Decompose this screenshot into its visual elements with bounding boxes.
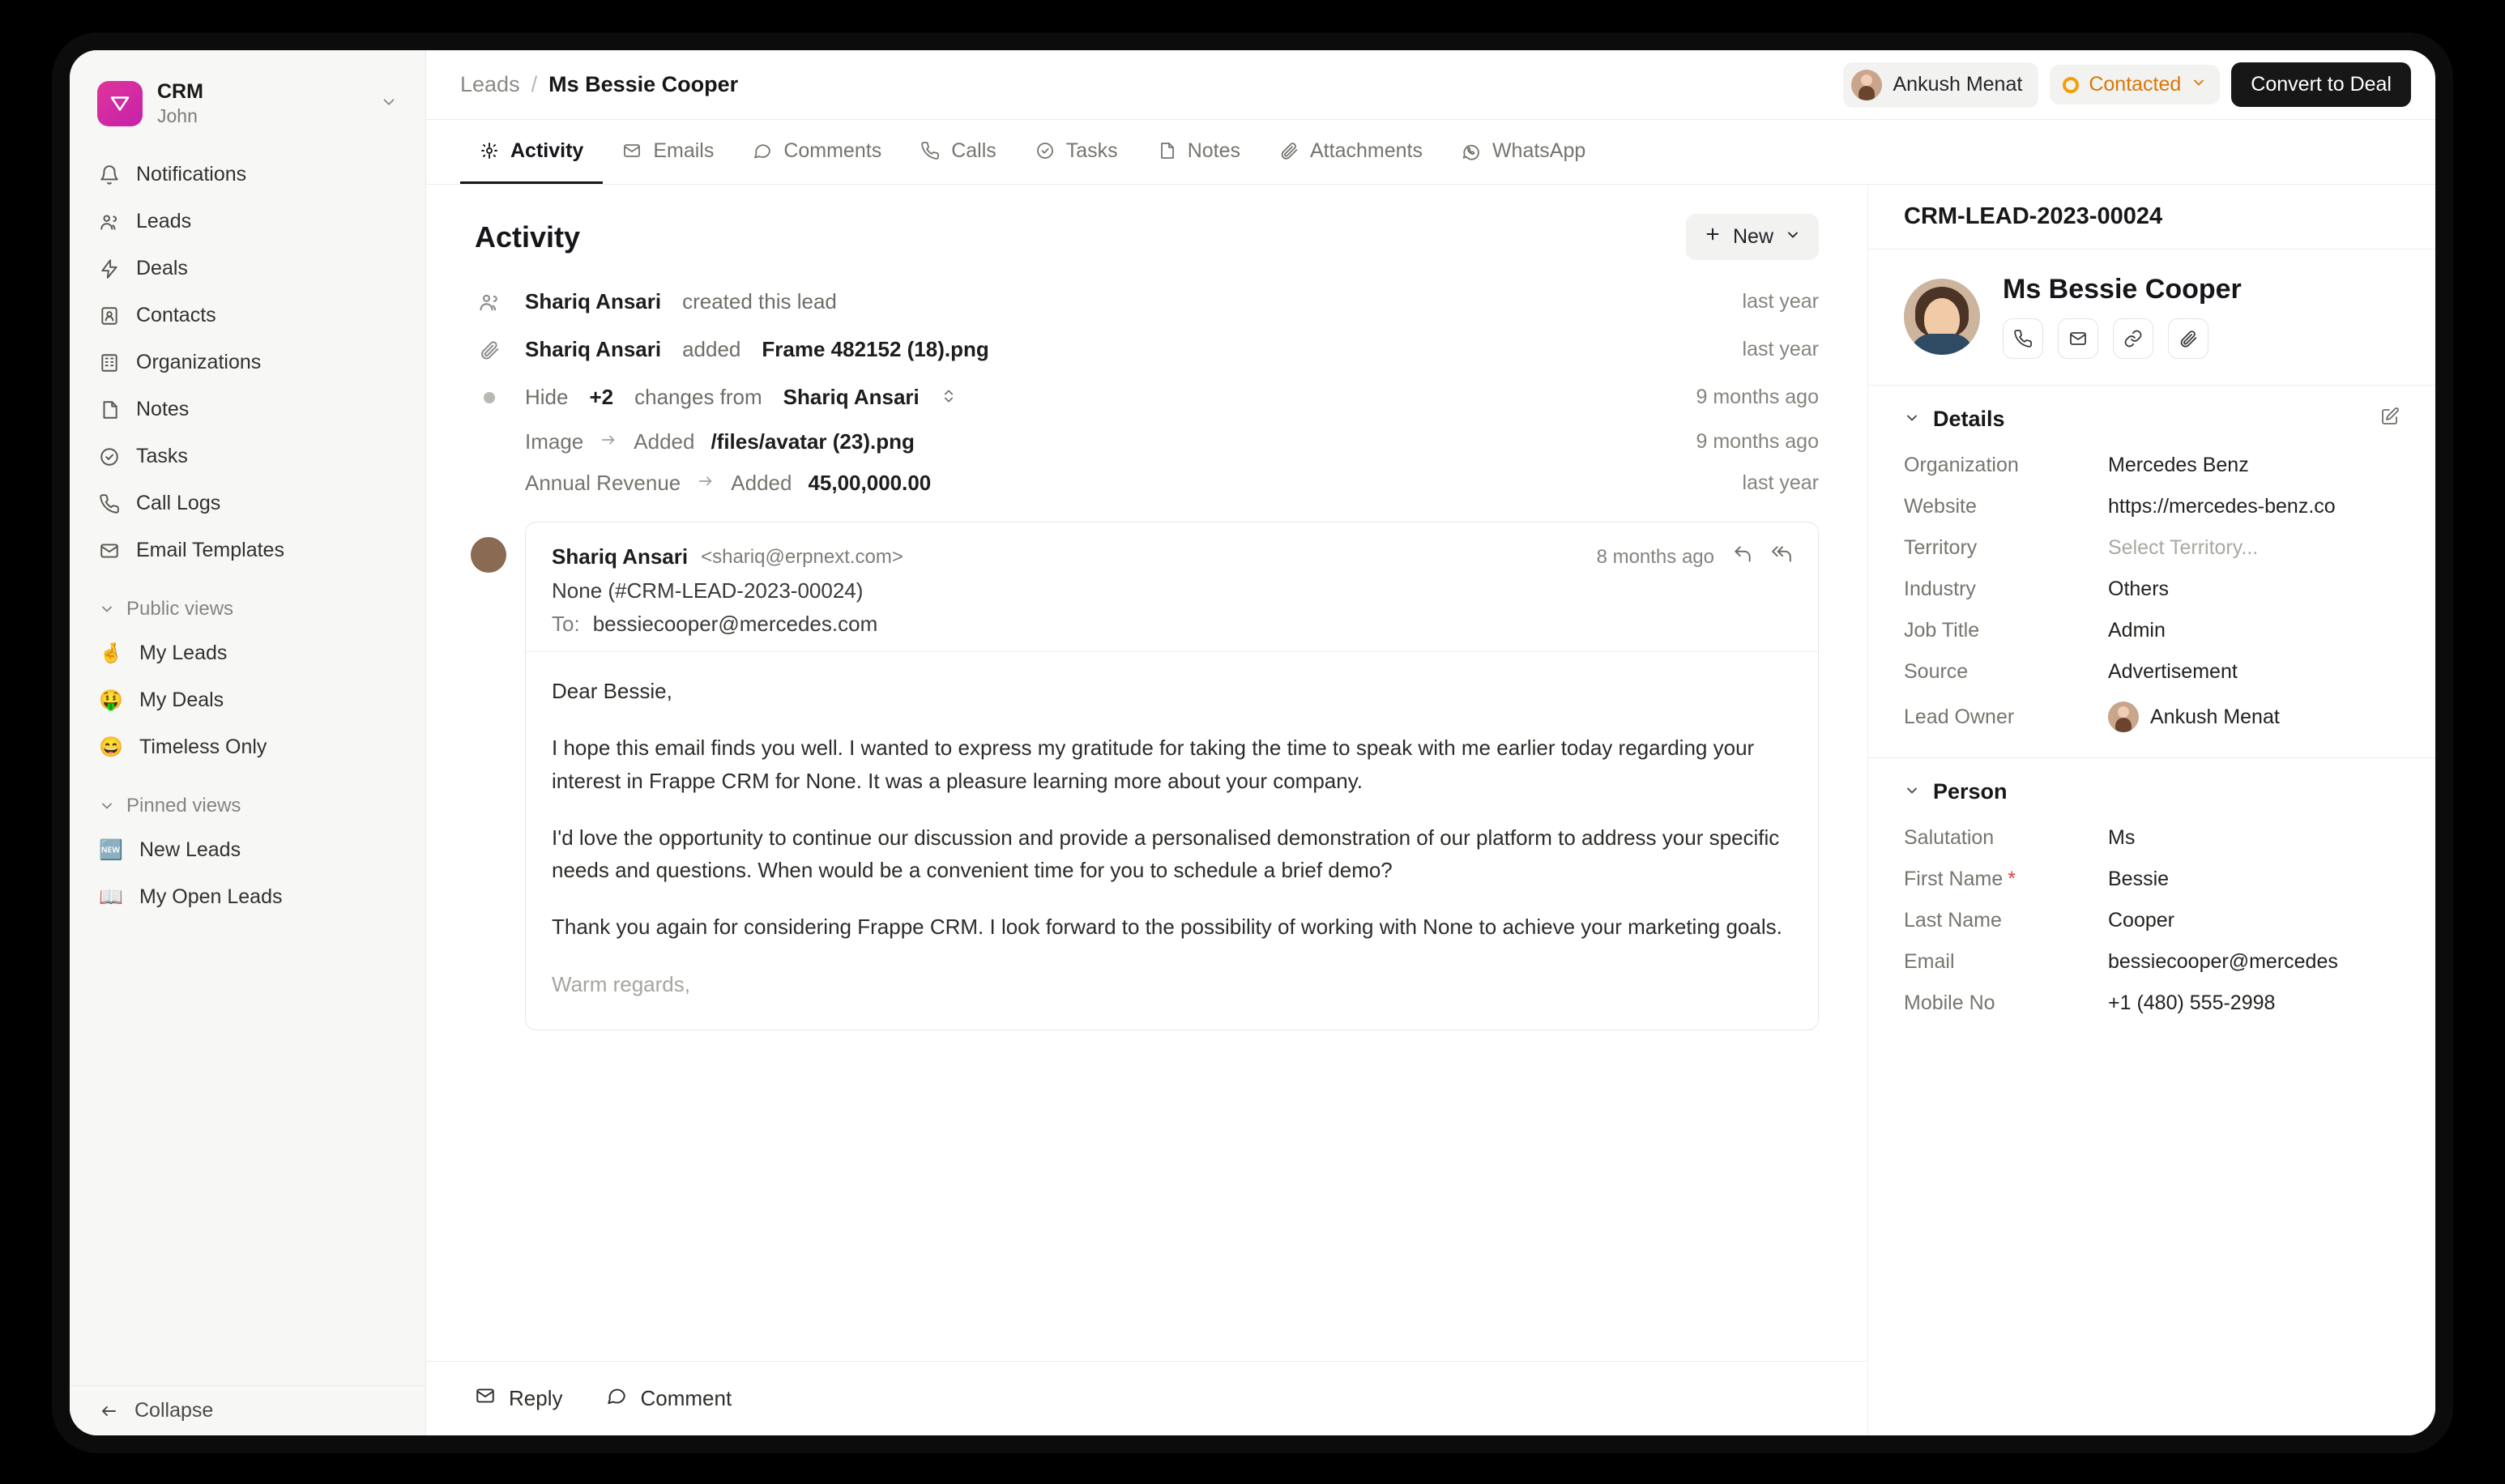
field-salutation[interactable] <box>1868 817 2435 859</box>
activity-time: last year <box>1742 471 1819 494</box>
email-paragraph: I'd love the opportunity to continue our discussion and provide a personalised demonstration of our platform to address your specific needs and questions. When would be a convenient time for you to schedule a brief demo? <box>552 825 1780 883</box>
book-emoji-icon: 📖 <box>99 886 123 908</box>
tab-activity[interactable] <box>460 120 603 184</box>
activity-item <box>475 278 1819 326</box>
activity-time: 9 months ago <box>1696 430 1819 453</box>
tab-whatsapp[interactable] <box>1442 120 1605 184</box>
sidebar-nav <box>70 152 425 922</box>
sidebar-item-my-leads[interactable] <box>87 631 408 676</box>
field-last-name[interactable] <box>1868 900 2435 941</box>
dot-icon <box>475 392 504 403</box>
activity-actor: Shariq Ansari <box>525 289 662 313</box>
field-label: Mobile No <box>1904 991 1995 1014</box>
comment-button[interactable] <box>606 1385 732 1412</box>
field-value: Advertisement <box>2108 660 2238 683</box>
sidebar-item-call-logs[interactable] <box>87 481 408 526</box>
attachment-icon[interactable] <box>2168 318 2208 359</box>
field-lead-owner[interactable] <box>1868 693 2435 741</box>
reply-icon[interactable] <box>1732 544 1753 570</box>
change-item <box>475 463 1819 504</box>
brand-user: John <box>157 105 198 127</box>
smile-emoji-icon: 😄 <box>99 736 123 758</box>
chevron-down-icon <box>1904 779 1920 804</box>
edit-icon[interactable] <box>2380 407 2400 432</box>
sidebar-item-contacts[interactable] <box>87 293 408 338</box>
activity-time: 9 months ago <box>1696 386 1819 408</box>
field-label: Territory <box>1904 536 1978 559</box>
topbar <box>426 50 2435 120</box>
reply-label: Reply <box>509 1386 563 1410</box>
field-mobile-no[interactable] <box>1868 983 2435 1024</box>
hide-changes-count: +2 <box>589 385 614 409</box>
new-emoji-icon: 🆕 <box>99 839 123 861</box>
field-value: Mercedes Benz <box>2108 454 2249 476</box>
person-title: Person <box>1933 779 2008 804</box>
email-closing: Warm regards, <box>552 971 690 996</box>
field-value: +1 (480) 555-2998 <box>2108 991 2276 1014</box>
change-action: Added <box>731 471 792 495</box>
sidebar-item-label: My Leads <box>139 642 228 664</box>
activity-value[interactable]: Frame 482152 (18).png <box>762 337 989 361</box>
field-territory[interactable] <box>1868 527 2435 569</box>
sidebar-item-leads[interactable] <box>87 199 408 244</box>
sidebar-item-label: Tasks <box>136 445 188 467</box>
email-body <box>526 651 1818 1030</box>
status-dot-icon <box>2063 77 2079 93</box>
sidebar-section-pinned-views[interactable] <box>87 784 408 828</box>
attachment-icon <box>475 339 504 360</box>
assignee-pill[interactable] <box>1843 62 2039 108</box>
field-organization[interactable] <box>1868 445 2435 486</box>
section-label: Pinned views <box>126 795 241 817</box>
field-first-name[interactable] <box>1868 859 2435 900</box>
details-panel <box>1868 185 2435 1435</box>
person-name: Ms Bessie Cooper <box>2003 274 2242 305</box>
hide-changes-actor: Shariq Ansari <box>783 385 920 409</box>
avatar <box>471 537 506 573</box>
email-paragraph: I hope this email finds you well. I wanted to express my gratitude for taking the time to speak with me earlier today regarding your interest in Frappe CRM for None. It was a pleasure learning more about your company. <box>552 736 1755 793</box>
status-label: Contacted <box>2089 73 2182 96</box>
hide-changes-prefix: Hide <box>525 385 569 409</box>
change-field: Annual Revenue <box>525 471 681 495</box>
breadcrumb-current: Ms Bessie Cooper <box>548 72 739 96</box>
activity-time: last year <box>1742 338 1819 360</box>
tab-label: Attachments <box>1310 139 1423 162</box>
sidebar-item-timeless-only[interactable] <box>87 725 408 770</box>
activity-text: created this lead <box>682 289 837 313</box>
money-face-emoji-icon: 🤑 <box>99 689 123 711</box>
activity-footer <box>426 1361 1867 1435</box>
tab-attachments[interactable] <box>1260 120 1442 184</box>
sidebar-item-label: Deals <box>136 257 188 279</box>
page-title: Activity <box>475 220 581 254</box>
person-header <box>1868 249 2435 386</box>
chevron-down-icon <box>380 93 398 115</box>
phone-icon[interactable] <box>2003 318 2043 359</box>
field-value: Others <box>2108 578 2170 600</box>
app-window <box>70 50 2435 1435</box>
sidebar-item-label: Notes <box>136 398 190 420</box>
section-label: Public views <box>126 598 234 620</box>
plus-icon <box>1704 225 1722 249</box>
tab-label: Calls <box>951 139 996 162</box>
brand-switcher[interactable] <box>87 71 408 136</box>
sidebar-item-notes[interactable] <box>87 387 408 432</box>
field-industry[interactable] <box>1868 569 2435 610</box>
crm-logo-icon <box>97 81 143 126</box>
field-website[interactable] <box>1868 486 2435 527</box>
field-label: First Name <box>1904 868 2004 890</box>
sidebar-item-label: Organizations <box>136 351 262 373</box>
chevron-down-icon <box>1904 407 1920 432</box>
field-source[interactable] <box>1868 651 2435 693</box>
sidebar-item-organizations[interactable] <box>87 340 408 385</box>
collapse-label: Collapse <box>134 1399 214 1422</box>
convert-to-deal-button[interactable]: Convert to Deal <box>2231 62 2411 107</box>
main-area <box>426 50 2435 1435</box>
field-label: Source <box>1904 660 1969 683</box>
required-marker: * <box>2008 868 2016 890</box>
status-badge[interactable] <box>2050 65 2220 104</box>
field-value: Admin <box>2108 619 2166 642</box>
tab-label: Comments <box>783 139 882 162</box>
field-job-title[interactable] <box>1868 610 2435 651</box>
sidebar-item-tasks[interactable] <box>87 434 408 479</box>
tab-emails[interactable] <box>603 120 733 184</box>
sidebar-item-my-deals[interactable] <box>87 678 408 723</box>
email-header <box>526 522 1818 651</box>
sidebar-item-label: New Leads <box>139 838 241 861</box>
sidebar-item-email-templates[interactable] <box>87 528 408 573</box>
sidebar-item-deals[interactable] <box>87 246 408 291</box>
new-button-label: New <box>1732 225 1773 248</box>
field-value: Select Territory... <box>2108 536 2259 559</box>
tab-label: Emails <box>653 139 715 162</box>
sidebar-item-label: My Deals <box>139 689 224 711</box>
arrow-right-icon <box>600 429 617 454</box>
email-to: bessiecooper@mercedes.com <box>592 612 878 636</box>
avatar <box>2108 701 2139 732</box>
field-value: bessiecooper@mercedes <box>2108 950 2338 973</box>
activity-actor: Shariq Ansari <box>525 337 662 361</box>
field-value: Cooper <box>2108 909 2174 932</box>
field-value: Ms <box>2108 826 2136 849</box>
change-value: /files/avatar (23).png <box>711 429 915 454</box>
tab-comments[interactable] <box>733 120 901 184</box>
arrow-right-icon <box>697 471 715 496</box>
chevron-down-icon <box>1785 225 1801 249</box>
sidebar-item-new-leads[interactable] <box>87 828 408 872</box>
field-label: Website <box>1904 495 1977 518</box>
field-label: Organization <box>1904 454 2019 476</box>
hide-changes-middle: changes from <box>634 385 762 409</box>
activity-column <box>426 185 1868 1435</box>
hand-emoji-icon: 🤞 <box>99 642 123 664</box>
sidebar-item-label: Contacts <box>136 304 216 326</box>
field-label: Salutation <box>1904 826 1995 849</box>
field-value: Bessie <box>2108 868 2170 890</box>
tab-label: Notes <box>1187 139 1240 162</box>
tab-calls[interactable] <box>901 120 1016 184</box>
collapse-sidebar-button[interactable] <box>70 1385 425 1435</box>
field-label: Job Title <box>1904 619 1980 642</box>
details-title: Details <box>1933 407 2005 431</box>
sidebar-item-label: Email Templates <box>136 539 284 561</box>
avatar <box>1851 70 1882 100</box>
activity-item <box>475 326 1819 373</box>
email-to-label: To: <box>552 612 580 636</box>
activity-list[interactable] <box>426 278 1867 1361</box>
chevron-down-icon <box>2191 73 2207 96</box>
content-row <box>426 185 2435 1435</box>
brand-title: CRM <box>157 80 203 103</box>
tab-tasks[interactable] <box>1016 120 1137 184</box>
field-email[interactable] <box>1868 941 2435 983</box>
link-icon[interactable] <box>2113 318 2153 359</box>
sidebar-item-label: Notifications <box>136 163 247 186</box>
field-label: Industry <box>1904 578 1976 600</box>
sidebar-item-label: Timeless Only <box>139 736 267 758</box>
email-time: 8 months ago <box>1596 545 1714 568</box>
tab-label: Tasks <box>1065 139 1118 162</box>
breadcrumb-parent[interactable]: Leads <box>460 72 520 96</box>
field-value: Ankush Menat <box>2150 705 2280 728</box>
change-value: 45,00,000.00 <box>808 471 932 495</box>
field-label: Email <box>1904 950 1955 973</box>
email-paragraph: Thank you again for considering Frappe CRM. I look forward to the possibility of working with None to achieve your marketing goals. <box>552 915 1782 940</box>
record-id: CRM-LEAD-2023-00024 <box>1868 185 2435 249</box>
activity-text: added <box>682 337 741 361</box>
assignee-name: Ankush Menat <box>1893 73 2023 96</box>
tab-label: WhatsApp <box>1491 139 1586 162</box>
tab-notes[interactable] <box>1137 120 1260 184</box>
field-value: https://mercedes-benz.co <box>2108 495 2336 518</box>
sidebar-item-label: Call Logs <box>136 492 221 514</box>
new-button[interactable] <box>1686 214 1819 260</box>
change-action: Added <box>634 429 695 454</box>
change-item <box>475 421 1819 463</box>
email-sender: Shariq Ansari <box>552 544 689 569</box>
field-label: Lead Owner <box>1904 705 2015 728</box>
comment-label: Comment <box>640 1386 732 1410</box>
email-sender-address: <shariq@erpnext.com> <box>701 545 903 568</box>
comment-icon <box>606 1385 627 1412</box>
activity-time: last year <box>1742 290 1819 313</box>
activity-header <box>426 185 1867 278</box>
sidebar-item-my-open-leads[interactable] <box>87 875 408 919</box>
change-field: Image <box>525 429 584 454</box>
details-section-header[interactable] <box>1868 386 2435 445</box>
reply-button[interactable] <box>475 1385 562 1412</box>
sidebar-item-notifications[interactable] <box>87 152 408 197</box>
sidebar-item-label: Leads <box>136 210 192 232</box>
expand-collapse-icon[interactable] <box>941 385 957 410</box>
reply-all-icon[interactable] <box>1771 544 1792 570</box>
sidebar <box>70 50 426 1435</box>
email-subject: None (#CRM-LEAD-2023-00024) <box>552 578 864 603</box>
email-card <box>525 522 1819 1030</box>
field-label: Last Name <box>1904 909 2002 932</box>
person-added-icon <box>475 291 504 313</box>
hide-changes-row[interactable] <box>475 373 1819 421</box>
tab-label: Activity <box>510 139 584 162</box>
tab-bar <box>426 120 2435 185</box>
avatar[interactable] <box>1904 279 1980 355</box>
email-paragraph: Dear Bessie, <box>552 679 672 703</box>
breadcrumb-separator: / <box>531 72 538 96</box>
mail-icon[interactable] <box>2058 318 2098 359</box>
mail-icon <box>475 1385 496 1412</box>
sidebar-section-public-views[interactable] <box>87 587 408 631</box>
person-section-header[interactable] <box>1868 758 2435 817</box>
sidebar-item-label: My Open Leads <box>139 885 283 908</box>
